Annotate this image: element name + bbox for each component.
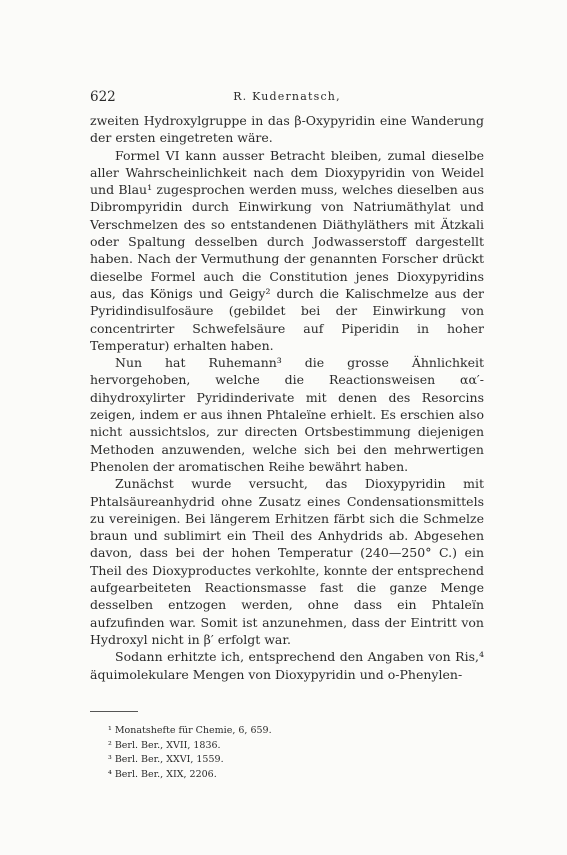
running-head: R. Kudernatsch, [233, 90, 341, 103]
footnote-divider [90, 711, 138, 712]
footnotes [108, 724, 448, 782]
paragraph-5: Sodann erhitzte ich, entsprechend den Angaben von Ris,⁴ äquimolekulare Mengen von Dioxypyridin und o-Phenylen- [90, 649, 484, 682]
footnote-4: ⁴ Berl. Ber., XIX, 2206. [108, 768, 217, 780]
page-header [90, 89, 484, 107]
paragraph-2: Formel VI kann ausser Betracht bleiben, zumal dieselbe aller Wahrscheinlichkeit nach dem Dioxypyridin von Weidel und Blau¹ zugesprochen werden muss, welches dieselben aus Dibrompyridin durch Einwirkung von Natriumäthylat und Verschmelzen des so entstandenen Diäthyläthers mit Ätzkali oder Spaltung desselben durch Jodwasserstoff dargestellt haben. Nach der Vermuthung der genannten Forscher drückt dieselbe Formel auch die Constitution jenes Dioxypyridins aus, das Königs und Geigy² durch die Kalischmelze aus der Pyridindisulfosäure (gebildet bei der Einwirkung von concentrirter Schwefelsäure auf Piperidin in hoher Temperatur) erhalten haben. [90, 147, 484, 353]
footnote-1: ¹ Monatshefte für Chemie, 6, 659. [108, 725, 272, 736]
paragraph-1: zweiten Hydroxylgruppe in das β-Oxypyridin eine Wanderung der ersten eingetreten wäre. [90, 113, 484, 146]
footnote-2: ² Berl. Ber., XVII, 1836. [108, 739, 221, 751]
paragraph-3: Nun hat Ruhemann³ die grosse Ähnlichkeit hervorgehoben, welche die Reactionsweisen αα′-dihydroxylirter Pyridinderivate mit denen des Resorcins zeigen, indem er aus ihnen Phtaleïne erhielt. Es erschien also nicht aussichtslos, zur directen Ortsbestimmung diejenigen Methoden anzuwenden, welche sich bei den mehrwertigen Phenolen der aromatischen Reihe bewährt haben. [90, 355, 484, 474]
paragraph-4: Zunächst wurde versucht, das Dioxypyridin mit Phtalsäureanhydrid ohne Zusatz eines Condensationsmittels zu vereinigen. Bei längerem Erhitzen färbt sich die Schmelze braun und sublimirt ein Theil des Anhydrids ab. Abgesehen davon, dass bei der hohen Temperatur (240—250° C.) ein Theil des Dioxyproductes verkohlte, konnte der entsprechend aufgearbeiteten Reactionsmasse fast die ganze Menge desselben entzogen werden, ohne dass ein Phtaleïn aufzufinden war. Somit ist anzunehmen, dass der Eintritt von Hydroxyl nicht in β′ erfolgt war. [90, 476, 484, 647]
page-number: 622 [90, 89, 116, 105]
footnote-3: ³ Berl. Ber., XXVI, 1559. [108, 754, 224, 765]
body-text [90, 112, 484, 683]
